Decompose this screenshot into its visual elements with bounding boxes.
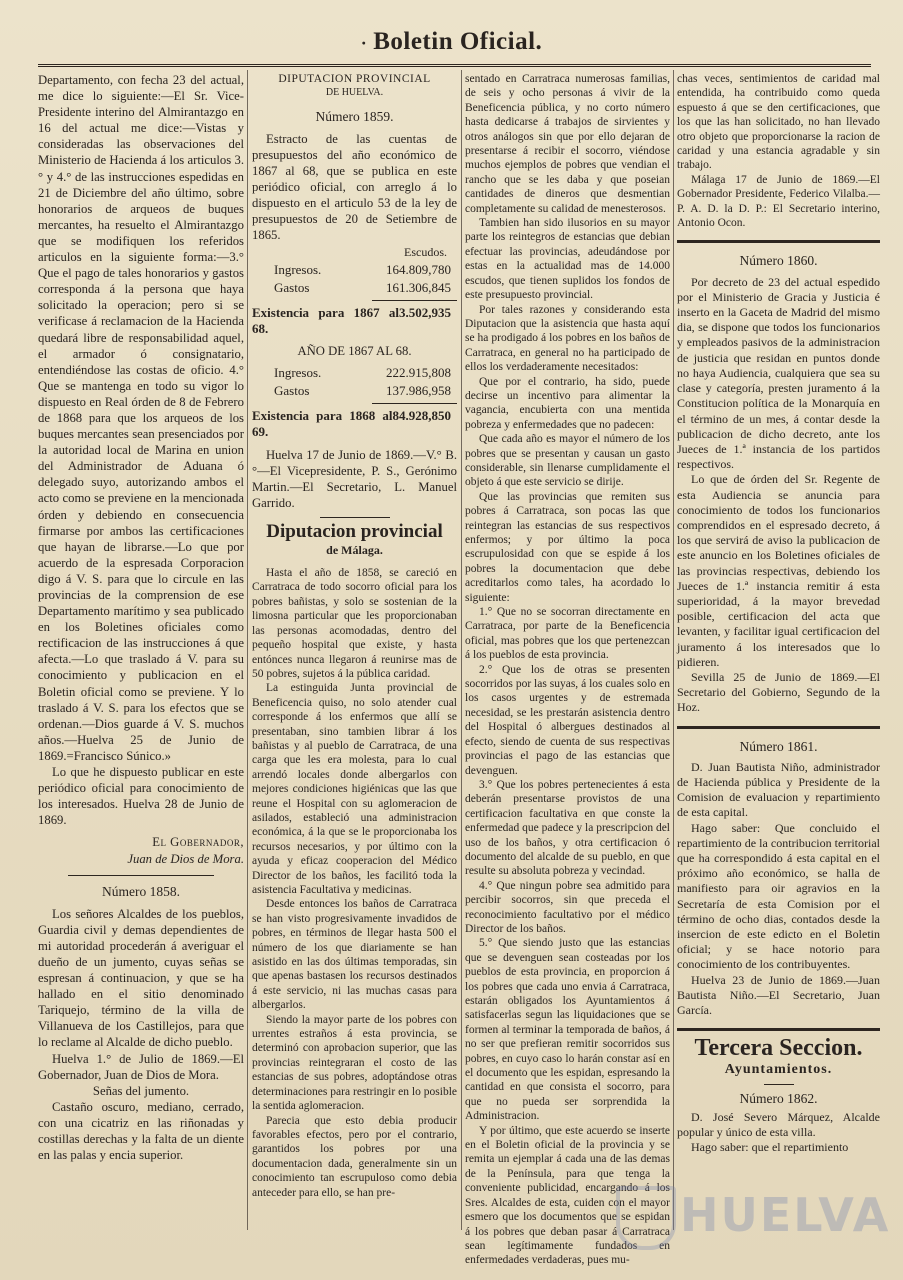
article-text: Huelva 23 de Junio de 1869.—Juan Bautista Niño.—El Secretario, Juan García. [677,972,880,1018]
article-text: 2.° Que los de otras se presenten socorridos por las suyas, á los cuales solo en los casos urgentes y de estremada necesidad, se les prestarán asistencia dentro del Hospital ó albergues destinados al efecto, siendo de cuenta de sus respectivas provincias el pago de las estancias que devenguen. [465,663,670,777]
column-1 [38,72,244,1202]
article-text: 3.° Que los pobres pertenecientes á esta deberán presentarse provistos de una certificacion facultativa en que conste la enfermedad que padece y la prescripcion del uso de los baños, y otra certificacion ó documento del alcalde de su pueblo, en que resulte su absoluta pobreza y vecindad. [465,778,670,878]
watermark-text: HUELVA [680,1188,891,1242]
article-text: Parecia que esto debia producir favorables efectos, pero por el contrario, garantidos los pobres por una documentacion dada, generalmente sin un conocimiento tan escrupuloso como debia anteceder para ello, se han pre- [252,1114,457,1199]
section-divider [677,1028,880,1031]
section-divider [320,517,390,518]
article-text: 5.° Que siendo justo que las estancias que se devenguen sean costeadas por los pueblos de esta provincia, en proporcion á los pobres que cada uno envia á Carratraca, estarán obligados los Ayuntamientos á satisfacerlas segun las liquidaciones que se formen al terminar la temporada de baños, á no ser que prefieran remitir socorridos sus pobres, en cuyo caso lo harán constar así en el documento que les espidan, espresando la cantidad en que consista el socorro, para que no pueda ser sorprendida la Administracion. [465,937,670,1123]
column-2 [252,72,457,1212]
masthead-rule [38,64,871,67]
section-subheading: de Málaga. [326,542,383,557]
notice-number: Número 1862. [739,1090,818,1106]
section-heading: Tercera Seccion. [694,1035,863,1062]
masthead [0,26,903,62]
section-heading: Diputacion provincial [266,520,443,542]
column-divider [247,70,248,1230]
total-rule [372,403,457,404]
article-text: Huelva 17 de Junio de 1869.—V.° B.°—El Vicepresidente, P. S., Gerónimo Martin.—El Secretario, L. Manuel Garrido. [252,447,457,510]
notice-number: Número 1861. [739,738,818,754]
column-4 [677,72,880,1212]
signature-name: Juan de Dios de Mora. [127,851,244,866]
article-text: Tambien han sido ilusorios en su mayor parte los reintegros de estancias que debian efectuar las provincias, adeudándose por estas en la actualidad mas de 14.000 escudos, que tienen suplidos los fondos de este presupuesto provincial. [465,217,670,302]
article-text: Castaño oscuro, mediano, cerrado, con una cicatriz en las riñonadas y costillas derechas y la falta de un diente en las palas y encia superior. [38,1099,244,1163]
article-text: Hago saber: Que concluido el repartimiento de la contribucion territorial que ha correspondido á esta capital en el próximo año económico, se halla de manifiesto para oir agravios en la Secretaría de esta Comision por el término de ocho dias, contados desde la insercion de este edicto en el Boletin oficial; y se hace notorio para conocimiento de los contribuyentes. [677,820,880,972]
article-text: Que las provincias que remiten sus pobres á Carratraca, son pocas las que reintegran las estancias de sus respectivos enfermos; y por último la poca escrupulosidad con que se espide á los pobres la documentacion que debe acreditarlos como tales, ha acordado lo siguiente: [465,490,670,604]
article-text: sentado en Carratraca numerosas familias, de seis y ocho personas á vivir de la Beneficencia pública, y no corto número hasta dedicarse á trabajos de sirvientes y otros análogos sin que por ello dejaran de presentarse á recibir el socorro, viéndose muchos ejemplos de pobres que vendian el rancho que se les daba y que poseian cantidades de dineros que desmentian completamente su calidad de menesterosos. [465,73,670,215]
column-divider [673,70,674,1230]
notice-number: Número 1858. [102,883,180,899]
article-text: Sevilla 25 de Junio de 1869.—El Secretario del Gobierno, Segundo de la Hoz. [677,669,880,715]
article-text: chas veces, sentimientos de caridad mal entendida, ha contribuido como queda espuesto á que se den certificaciones, que los que las han solicitado, no han llevado otro objeto que proporcionarse la racion de caridad y una estancia agradable y sin trabajo. [677,73,880,172]
article-text: 4.° Que ningun pobre sea admitido para percibir socorros, sin que preceda el reconocimiento facultativo por el médico Director de los baños. [465,879,670,935]
signature-title: El Gobernador, [152,835,244,850]
budget-total-row: Existencia para 1867 al 68. 3.502,935 [252,304,451,336]
article-text: D. José Severo Márquez, Alcalde popular y único de esta villa. [677,1109,880,1140]
article-text: Los señores Alcaldes de los pueblos, Guardia civil y demas dependientes de mi autoridad procederán á averiguar el dueño de un jumento, cuyas señas se espresan á continuacion, y que se ha hallado en el sitio denominado Tariquejo, término de la villa de Villanueva de los Castillejos, para que lo reclame al Alcalde de dicho pueblo. [38,906,244,1050]
column-3 [465,72,670,1267]
article-text: Que cada año es mayor el número de los pobres que se presentan y causan un gasto considerable, sin llenarse cumplidamente el objeto á que este servicio se dirije. [465,433,670,489]
budget-total-row: Existencia para 1868 al 69. 84.928,850 [252,408,451,440]
article-text: Málaga 17 de Junio de 1869.—El Gobernador Presidente, Federico Vilalba.—P. A. D. la D. P.: El Secretario interino, Antonio Ocon. [677,173,880,230]
article-text: Hasta el año de 1858, se careció en Carratraca de todo socorro oficial para los pobres bañistas, y solo se sostenian de la limosna particular que les proporcionaban las personas acomodadas, dentro del pequeño hospital que existe, y hasta entónces nunca llegaron á reunirse mas de 50 pobres, sujetos á la pública caridad. [252,567,457,680]
budget-row: Ingresos. 222.915,808 [274,365,451,381]
heading-diputacion: DIPUTACION PROVINCIAL [278,73,431,85]
escudos-header: Escudos. [404,244,447,259]
article-text: Lo que de órden del Sr. Regente de esta Audiencia se anuncia para conocimiento de todos los funcionarios comprendidos en el espresado decreto, á los que servirá de aviso la publicacion de este anuncio en los Boletines oficiales de las provincias respectivas, debiendo los Jueces de 1.ª instancia remitir á esta superioridad, á la mayor brevedad posible, certificacion del acta que levanten, y facilitar igual certificacion del juramento á los interesados que lo pidieren. [677,472,880,669]
article-text: Departamento, con fecha 23 del actual, me dice lo siguiente:—El Sr. Vice-Presidente interino del Almirantazgo en 16 del actual me dice:—Vistas y consideradas las observaciones del Ministerio de Hacienda á los articulos 3.° y 4.° de las instrucciones espedidas en 21 de Diciembre del año último, sobre honorarios de arqueos de buques mercantes, ha resuelto el Almirantazgo que se modifiquen los referidos articulos en la siguiente forma:—3.° Que el pago de tales honorarios y gastos corresponda á la persona que haya solicitado la operacion; pero si se verificase á reclamacion de la Hacienda quedará libre de responsabilidad aquel, el armador ó consignatario, entendiéndose las costas de oficio. 4.° Que se mantenga en todo su vigor lo dispuesto en Real órden de 8 de Febrero de 1868 para que los arqueos de los buques mercantes sean presenciados por la autoridad local de Marina en union del Administrador de Aduana ó delegado suyo, autorizando ambos el acto como se previene en la mencionada órden y debiendo en consecuencia firmarse por ambos las certificaciones que hayan de librarse.—Lo que por acuerdo de la espresada Corporacion digo á V. S. para que lo circule en las provincias de la comprension de ese Departamento marítimo y sea publicado en los Boletines oficiales como rectificacion de las instrucciones á que afecta.—Lo que traslado á V. para su conocimiento y publicacion en el Boletin oficial como se previene. Y lo traslado á V. S. para los efectos que se ordenan.—Dios guarde á V. S. muchos años.—Huelva 25 de Junio de 1869.=Francisco Súnico.» [38,73,244,763]
section-subheading: Ayuntamientos. [724,1062,833,1078]
article-text: Lo que he dispuesto publicar en este periódico oficial para conocimiento de los interesados. Huelva 28 de Junio de 1869. [38,765,244,828]
budget-row: Ingresos. 164.809,780 [274,261,451,277]
budget-row: Gastos 161.306,845 [274,279,451,295]
article-text: Y por último, que este acuerdo se inserte en el Boletin oficial de la provincia y se remita un ejemplar á cada una de las demas de la Península, para que tenga la conveniente publicidad, encargando á los Sres. Alcaldes de esta, cuiden con el mayor esmero que los documentos que se espidan á los pobres que deban pasar á Carratraca sean legítimamente fundados en enfermedades verdaderas, pues mu- [465,1124,670,1267]
article-text: Que por el contrario, ha sido, puede decirse un incentivo para alimentar la vagancia, encubierta con una mentida pobreza y enfermedades que no padecen: [465,375,670,431]
article-text: La estinguida Junta provincial de Beneficencia quiso, no solo atender cual corresponde á los enfermos que allí se presentaban, sino tambien librar á los bañistas y al pueblo de Carratraca, de una carga que les era molesta, para lo cual arrendó locales donde albergarlos con mejores condiciones higiénicas que las que reune el Hospital con su aglomeracion de asilados, estableció una administracion económica, á la que se le proporcionaba los recursos necesarios, y por último con la ayuda y eficaz cooperacion del Médico Director de los baños, les facilitó toda la asistencia Facultativa y medicinas. [252,682,457,896]
article-text: Hago saber: que el repartimiento [691,1140,849,1155]
section-divider [764,1084,794,1085]
year-heading: AÑO DE 1867 AL 68. [297,344,412,359]
notice-number: Número 1860. [739,253,818,269]
article-text: Por tales razones y considerando esta Diputacion que la asistencia que hasta aquí se ha prodigado á los pobres en los baños de Carratraca, en general no ha participado de ellos los verdaderamente necesitados: [465,303,670,374]
article-text: Desde entonces los baños de Carratraca se han visto progresivamente invadidos de pobres, en términos de llegar hasta 500 el número de los que diariamente se han asistido en las dos últimas temporadas, sin que apenas bastasen los recursos destinados á este servicio, ni las muchas casas para albergarlos. [252,898,457,1012]
total-rule [372,300,457,301]
article-text: Huelva 1.° de Julio de 1869.—El Gobernador, Juan de Dios de Mora. [38,1051,244,1082]
shield-icon [616,1186,676,1250]
masthead-title: · Boletin Oficial. [360,28,543,55]
article-text: Por decreto de 23 del actual espedido por el Ministerio de Gracia y Justicia é inserto en la Gaceta de Madrid del mismo dia, se dispone que todos los funcionarios y empleados pasivos de la administracion de justicia que residan en puntos donde no haya Audiencia, cualquiera que sea su clase y categoría, presten juramento á la Constitucion política de la Monarquía en el término de un mes, á contar desde la publicacion de dicho decreto, ante los Jueces de 1.ª instancia de los partidos respectivos. [677,274,880,472]
notice-number: Número 1859. [315,108,394,124]
column-divider [461,70,462,1230]
heading-huelva: DE HUELVA. [325,87,384,99]
section-divider [68,875,214,876]
article-text: 1.° Que no se socorran directamente en Carratraca, por parte de la Beneficencia oficial, mas pobres que los que pertenezcan á los pueblos de esta provincia. [465,606,670,662]
section-divider [677,240,880,243]
budget-row: Gastos 137.986,958 [274,383,451,399]
subheading: Señas del jumento. [92,1083,190,1098]
section-divider [677,726,880,729]
article-text: D. Juan Bautista Niño, administrador de Hacienda pública y Presidente de la Comision de evaluacion y repartimiento de esta capital. [677,759,880,820]
article-text: Estracto de las cuentas de presupuestos del año económico de 1867 al 68, que se publica en este periódico oficial, con arreglo á lo dispuesto en el articulo 53 de la ley de presupuestos de 20 de Setiembre de 1865. [252,131,457,243]
article-text: Siendo la mayor parte de los pobres con urrentes estraños á esta provincia, se determinó con aprobacion superior, que las provincias reintegraran el costo de las estancias de sus pobres, adoptándose otras determinaciones para restringir en lo posible la sentida aglomeracion. [252,1013,457,1113]
